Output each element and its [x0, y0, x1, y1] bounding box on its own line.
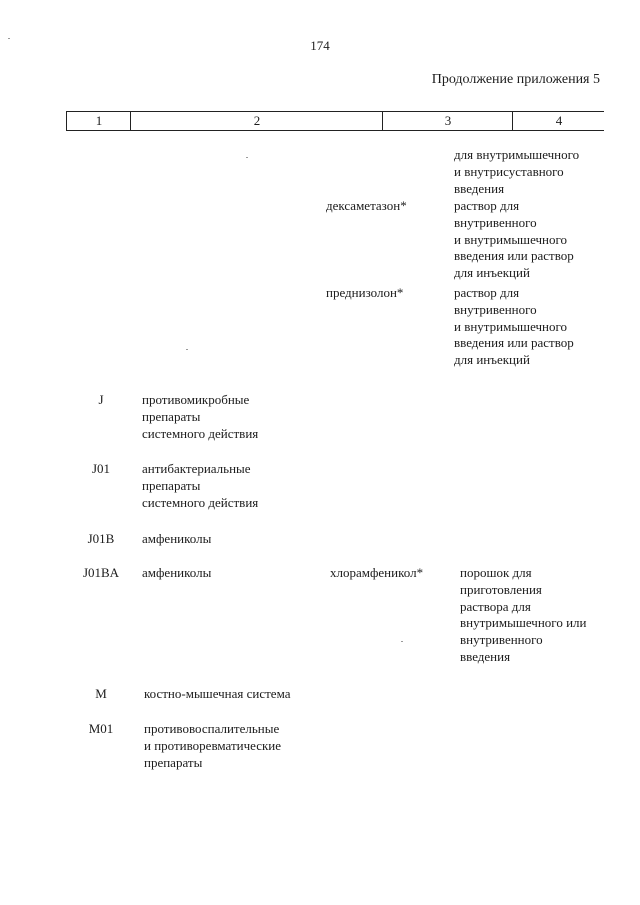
scan-speck [246, 157, 248, 158]
table-cell-code: J01B [87, 531, 115, 546]
table-cell-form: раствор для внутривенного и внутримышечного введения или раствор для инъекций [454, 285, 574, 368]
table-cell-code: J01 [91, 461, 111, 476]
table-cell-substance: дексаметазон* [326, 198, 407, 213]
continuation-title: Продолжение приложения 5 [431, 72, 600, 87]
table-cell-form: для внутримышечного и внутрисуставного введения [454, 147, 580, 196]
page-number: 174 [310, 38, 330, 53]
table-cell-group: противомикробные препараты системного действия [142, 392, 259, 441]
table-cell-form: порошок для приготовления раствора для внутримышечного или внутривенного введения [460, 565, 587, 664]
table-cell-substance: преднизолон* [326, 285, 404, 300]
table-cell-form: раствор для внутривенного и внутримышечного введения или раствор для инъекций [454, 198, 574, 281]
table-header-row [66, 111, 604, 131]
scan-speck [186, 349, 188, 350]
table-cell-code: M [95, 686, 107, 701]
scan-speck [8, 38, 10, 39]
table-cell-code: J [98, 392, 104, 407]
header-col-1: 1 [66, 112, 131, 130]
header-col-4: 4 [512, 112, 605, 130]
table-cell-code: J01BA [82, 565, 120, 580]
header-col-3: 3 [382, 112, 513, 130]
table-cell-group: противовоспалительные и противоревматические препараты [144, 721, 282, 770]
table-cell-group: антибактериальные препараты системного действия [142, 461, 259, 510]
table-cell-code: M01 [88, 721, 114, 736]
header-col-2: 2 [130, 112, 383, 130]
scan-speck [401, 641, 403, 642]
table-cell-group: костно-мышечная система [144, 686, 291, 701]
table-cell-group: амфениколы [142, 531, 212, 546]
table-cell-group: амфениколы [142, 565, 212, 580]
table-cell-substance: хлорамфеникол* [330, 565, 424, 580]
